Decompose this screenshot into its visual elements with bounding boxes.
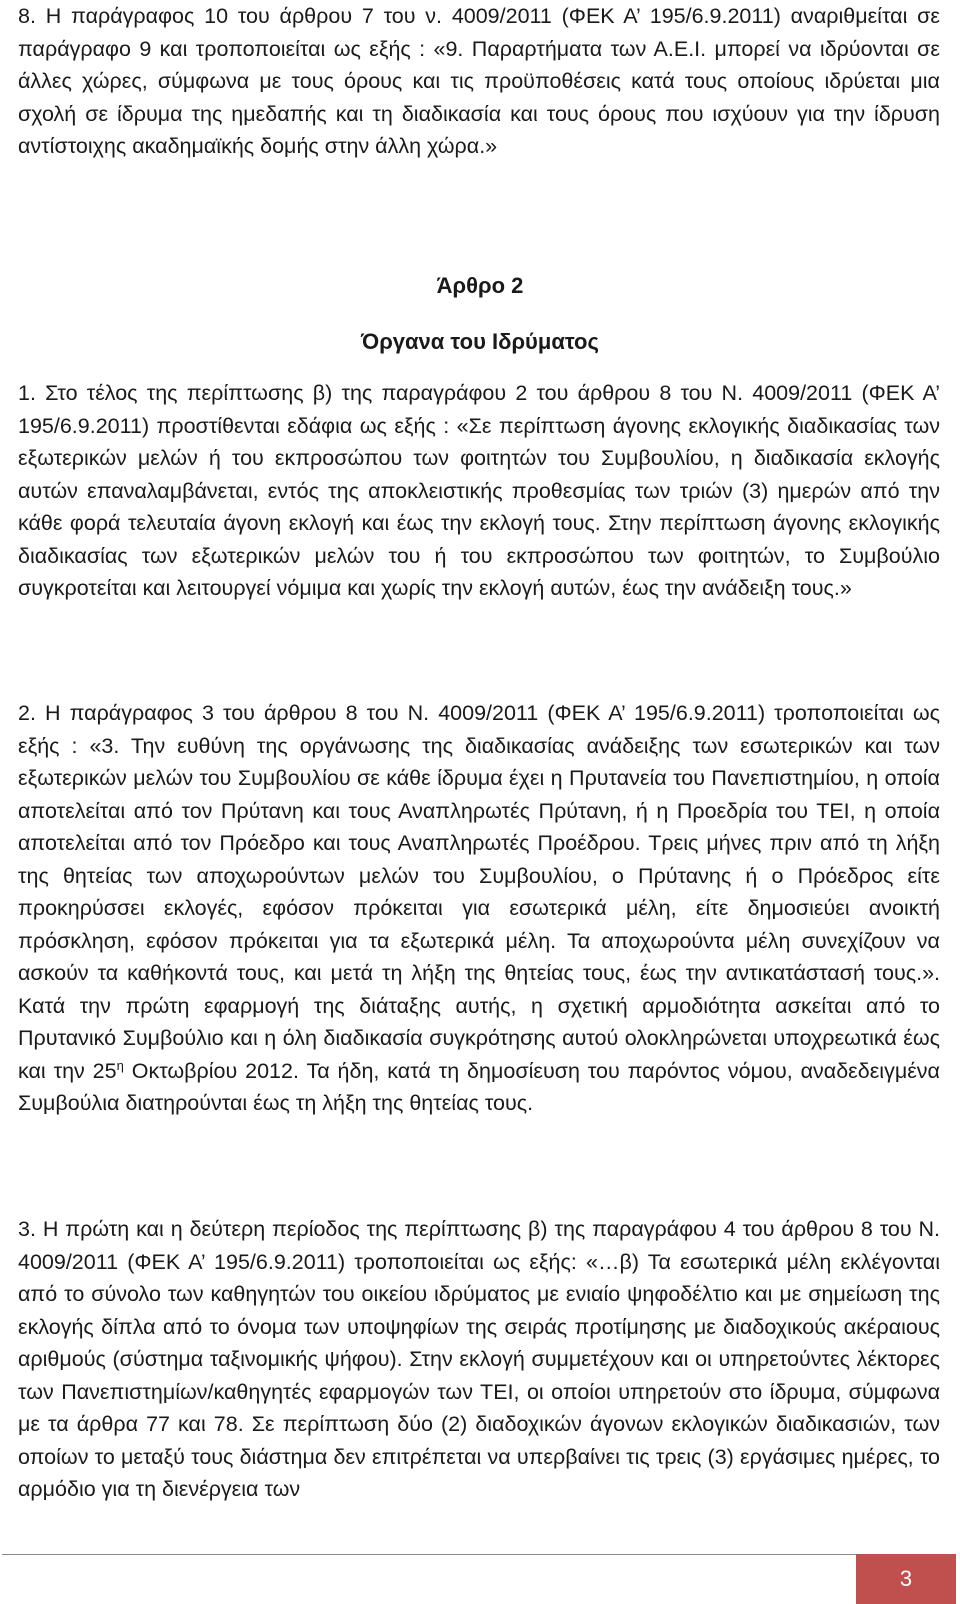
ordinal-superscript: η — [116, 1057, 124, 1073]
article-title: Όργανα του Ιδρύματος — [361, 329, 599, 354]
page-number-badge: 3 — [856, 1554, 956, 1604]
article-heading: Άρθρο 2 — [436, 273, 524, 298]
paragraph-8: 8. Η παράγραφος 10 του άρθρου 7 του ν. 4009/2011 (ΦΕΚ Α’ 195/6.9.2011) αναριθμείται σε παράγραφο 9 και τροποποιείται ως εξής : «9. Παραρτήματα των Α.Ε.Ι. μπορεί να ιδρύονται σε άλλες χώρες, σύμφωνα με τους όρους και τις προϋποθέσεις κατά τους οποίους ιδρύεται μια σχολή σε ίδρυμα της ημεδαπής και τη διαδικασία και τους όρους που ισχύουν για την ίδρυση αντίστοιχης ακαδημαϊκής δομής στην άλλη χώρα.» — [18, 4, 940, 158]
footer-divider — [2, 1554, 956, 1555]
paragraph-2-text: 2. Η παράγραφος 3 του άρθρου 8 του Ν. 4009/2011 (ΦΕΚ Α’ 195/6.9.2011) τροποποιείται ως εξής : «3. Την ευθύνη της οργάνωσης της διαδικασίας ανάδειξης των εσωτερικών και των εξωτερικών μελών του Συμβουλίου σε κάθε ίδρυμα έχει η Πρυτανεία του Πανεπιστημίου, η οποία αποτελείται από τον Πρύτανη και τους Αναπληρωτές Πρύτανη, ή η Προεδρία του ΤΕΙ, η οποία αποτελείται από τον Πρόεδρο και τους Αναπληρωτές Προέδρου. Τρεις μήνες πριν από τη λήξη της θητείας των αποχωρούντων μελών του Συμβουλίου, ο Πρύτανης ή ο Πρόεδρος είτε προκηρύσσει εκλογές, εφόσον πρόκειται για εσωτερικά μέλη, είτε δημοσιεύει ανοικτή πρόσκληση, εφόσον πρόκειται για τα εξωτερικά μέλη. Τα αποχωρούντα μέλη συνεχίζουν να ασκούν τα καθήκοντά τους, και μετά τη λήξη της θητείας τους, έως την αντικατάστασή τους.». Κατά την πρώτη εφαρμογή της διάταξης αυτής, η σχετική αρμοδιότητα ασκείται από το Πρυτανικό Συμβούλιο και η όλη διαδικασία συγκρότησης αυτού ολοκληρώνεται υποχρεωτικά έως και την 25 — [18, 701, 940, 1083]
paragraph-1: 1. Στο τέλος της περίπτωσης β) της παραγράφου 2 του άρθρου 8 του Ν. 4009/2011 (ΦΕΚ Α’ 195/6.9.2011) προστίθενται εδάφια ως εξής : «Σε περίπτωση άγονης εκλογικής διαδικασίας των εξωτερικών μελών ή του εκπροσώπου των φοιτητών του Συμβουλίου, η διαδικασία εκλογής αυτών επαναλαμβάνεται, εντός της αποκλειστικής προθεσμίας των τριών (3) ημερών από την κάθε φορά τελευταία άγονη εκλογή και έως την εκλογή τους. Στην περίπτωση άγονης εκλογικής διαδικασίας των εξωτερικών μελών του ή του εκπροσώπου των φοιτητών, το Συμβούλιο συγκροτείται και λειτουργεί νόμιμα και χωρίς την εκλογή αυτών, έως την ανάδειξη τους.» — [18, 381, 940, 600]
paragraph-2 — [18, 697, 940, 1120]
paragraph-3: 3. Η πρώτη και η δεύτερη περίοδος της περίπτωσης β) της παραγράφου 4 του άρθρου 8 του Ν. 4009/2011 (ΦΕΚ Α’ 195/6.9.2011) τροποποιείται ως εξής: «…β) Τα εσωτερικά μέλη εκλέγονται από το σύνολο των καθηγητών του οικείου ιδρύματος με ενιαίο ψηφοδέλτιο και με σημείωση της εκλογής δίπλα από το όνομα των υποψηφίων της σειράς προτίμησης με διαδοχικούς ακέραιους αριθμούς (σύστημα ταξινομικής ψήφου). Στην εκλογή συμμετέχουν και οι υπηρετούντες λέκτορες των Πανεπιστημίων/καθηγητές εφαρμογών των ΤΕΙ, οι οποίοι υπηρετούν στο ίδρυμα, σύμφωνα με τα άρθρα 77 και 78. Σε περίπτωση δύο (2) διαδοχικών άγονων εκλογικών διαδικασιών, των οποίων το μεταξύ τους διάστημα δεν επιτρέπεται να υπερβαίνει τις τρεις (3) εργάσιμες ημέρες, το αρμόδιο για τη διενέργεια των — [18, 1217, 940, 1501]
paragraph-2-text-end: Οκτωβρίου 2012. Τα ήδη, κατά τη δημοσίευση του παρόντος νόμου, αναδεδειγμένα Συμβούλια διατηρούνται έως τη λήξη της θητείας τους. — [18, 1058, 940, 1115]
